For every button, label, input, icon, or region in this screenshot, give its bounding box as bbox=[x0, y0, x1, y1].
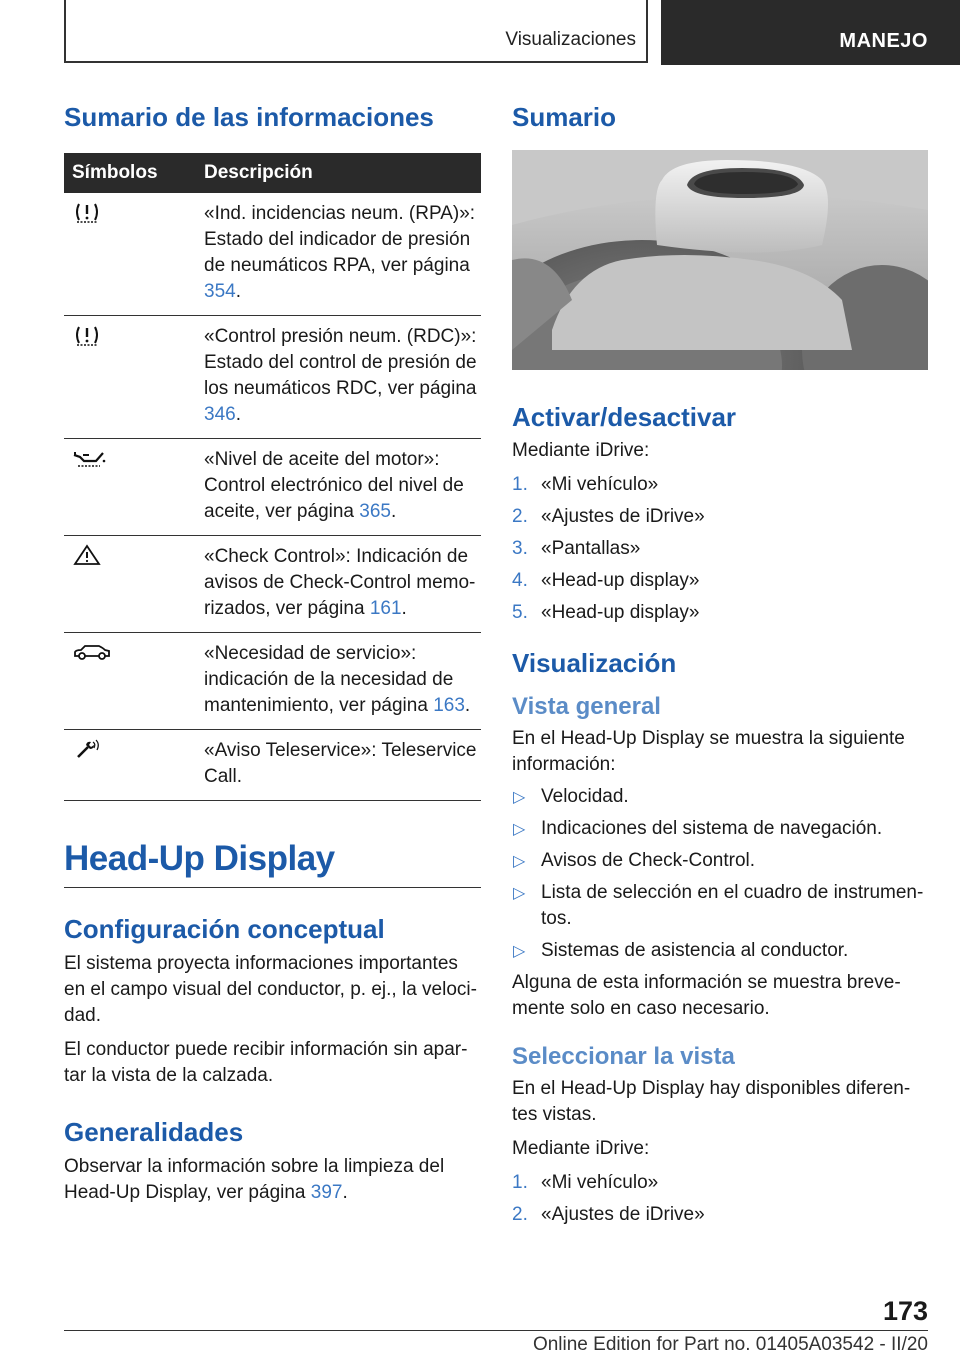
row-description: «Necesidad de servicio»: indicación de la necesidad de mantenimiento, ver página 163. bbox=[198, 633, 481, 730]
bullet-triangle-icon: ▷ bbox=[513, 885, 526, 902]
service-car-icon bbox=[72, 641, 112, 663]
list-item: 1. «Mi vehículo» bbox=[512, 1172, 659, 1193]
teleservice-wrench-icon bbox=[72, 738, 102, 760]
seleccionar-vista-heading: Seleccionar la vista bbox=[512, 1043, 735, 1070]
activar-steps bbox=[512, 472, 928, 626]
tire-pressure-warning-icon bbox=[72, 324, 102, 346]
page-link[interactable]: 397 bbox=[310, 1182, 343, 1203]
row-description: «Control presión neum. (RDC)»: Estado del control de presión de los neumáticos RDC, ver página 346. bbox=[198, 316, 481, 439]
table-row bbox=[64, 536, 481, 633]
activar-heading: Activar/desactivar bbox=[512, 402, 737, 432]
hud-info-list bbox=[512, 784, 928, 964]
bullet-triangle-icon: ▷ bbox=[513, 853, 526, 870]
concept-heading: Configuración conceptual bbox=[64, 914, 385, 944]
page-link[interactable]: 354 bbox=[204, 281, 236, 302]
vista-general-heading: Vista general bbox=[512, 693, 661, 720]
list-item: ▷ Sistemas de asistencia al conductor. bbox=[512, 938, 928, 964]
tire-pressure-warning-icon bbox=[72, 201, 102, 223]
page-number: 173 bbox=[882, 1296, 928, 1326]
warning-triangle-icon bbox=[72, 544, 102, 566]
oil-level-icon bbox=[72, 447, 106, 469]
hud-dashboard-photo bbox=[512, 150, 928, 370]
general-paragraph: Observar la información sobre la limpieza del Head-Up Display, ver página 397. bbox=[64, 1156, 445, 1203]
edition-note: Online Edition for Part no. 01405A03542 - II/20 bbox=[532, 1334, 928, 1355]
list-item: ▷ Avisos de Check-Control. bbox=[512, 848, 928, 874]
list-item: ▷ Velocidad. bbox=[512, 784, 928, 810]
visualizacion-note: Alguna de esta información se muestra brevemente solo en caso necesario. bbox=[512, 972, 901, 1019]
page-link[interactable]: 163 bbox=[433, 695, 465, 716]
footer-divider bbox=[64, 1330, 928, 1331]
page-link[interactable]: 365 bbox=[359, 501, 391, 522]
chapter-tab bbox=[661, 0, 960, 65]
seleccionar-paragraph: En el Head-Up Display hay disponibles diferentes vistas. bbox=[512, 1078, 911, 1125]
section-tab bbox=[64, 0, 648, 63]
table-row bbox=[64, 193, 481, 316]
section-title: Visualizaciones bbox=[505, 29, 636, 50]
bullet-triangle-icon: ▷ bbox=[513, 821, 526, 838]
table-row bbox=[64, 730, 481, 801]
seleccionar-steps bbox=[512, 1170, 928, 1228]
row-description: «Aviso Teleservice»: Teleservice Call. bbox=[198, 730, 481, 801]
list-item: 4. «Head-up display» bbox=[512, 570, 700, 591]
visualizacion-heading: Visualización bbox=[512, 648, 677, 678]
list-item: 5. «Head-up display» bbox=[512, 602, 700, 623]
right-column bbox=[512, 100, 928, 1228]
page-link[interactable]: 161 bbox=[369, 598, 402, 619]
vista-general-intro: En el Head-Up Display se muestra la siguiente información: bbox=[512, 728, 905, 775]
left-column bbox=[64, 100, 481, 1206]
activar-intro: Mediante iDrive: bbox=[512, 440, 650, 461]
table-row bbox=[64, 316, 481, 439]
row-description: «Nivel de aceite del motor»: Control electrónico del nivel de aceite, ver página 365. bbox=[198, 439, 481, 536]
concept-paragraph-2: El conductor puede recibir información sin apartar la vista de la calzada. bbox=[64, 1039, 468, 1086]
list-item: 1. «Mi vehículo» bbox=[512, 474, 659, 495]
list-item: 2. «Ajustes de iDrive» bbox=[512, 1204, 705, 1225]
column-header-symbols: Símbolos bbox=[64, 153, 198, 193]
table-header-row bbox=[64, 153, 481, 193]
concept-paragraph-1: El sistema proyecta informaciones importantes en el campo visual del conductor, p. ej., la velocidad. bbox=[64, 953, 477, 1026]
seleccionar-intro: Mediante iDrive: bbox=[512, 1138, 650, 1159]
list-item: 2. «Ajustes de iDrive» bbox=[512, 506, 705, 527]
page-link[interactable]: 346 bbox=[204, 404, 236, 425]
table-row bbox=[64, 633, 481, 730]
title-divider bbox=[64, 887, 481, 888]
chapter-title: MANEJO bbox=[839, 30, 928, 52]
hud-title: Head-Up Display bbox=[64, 839, 335, 878]
page-header bbox=[0, 0, 960, 66]
general-heading: Generalidades bbox=[64, 1117, 244, 1147]
list-item: ▷ Indicaciones del sistema de navegación. bbox=[512, 816, 928, 842]
row-description: «Check Control»: Indicación de avisos de Check-Control memorizados, ver página 161. bbox=[198, 536, 481, 633]
table-row bbox=[64, 439, 481, 536]
bullet-triangle-icon: ▷ bbox=[513, 789, 526, 806]
sumario-informaciones-heading: Sumario de las informaciones bbox=[64, 102, 434, 132]
column-header-description: Descripción bbox=[198, 153, 481, 193]
row-description: «Ind. incidencias neum. (RPA)»: Estado del indicador de presión de neumáticos RPA, ver página 354. bbox=[198, 193, 481, 316]
sumario-heading: Sumario bbox=[512, 102, 617, 132]
list-item: 3. «Pantallas» bbox=[512, 538, 641, 559]
symbols-table bbox=[64, 153, 481, 801]
list-item: ▷ Lista de selección en el cuadro de instrumentos. bbox=[513, 882, 924, 929]
bullet-triangle-icon: ▷ bbox=[513, 943, 526, 960]
